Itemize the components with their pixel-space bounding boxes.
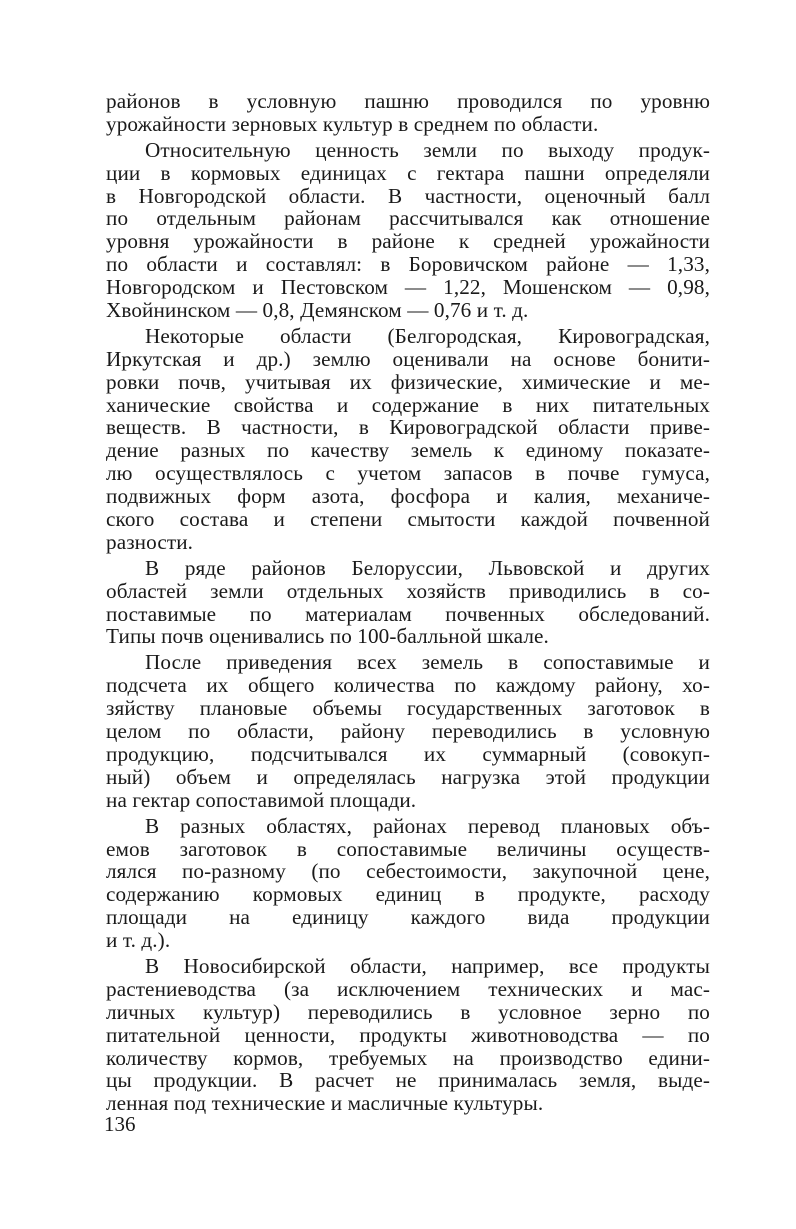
text-line: областей земли отдельных хозяйств приводились в со- (106, 578, 710, 603)
paragraph-6 (106, 815, 710, 952)
paragraph-2 (106, 139, 710, 322)
text-line: уровня урожайности в районе к средней урожайности (106, 229, 710, 254)
text-line: поставимые по материалам почвенных обследований. (106, 601, 710, 626)
text-line: лялся по-разному (по себестоимости, закупочной цене, (106, 859, 710, 884)
text-line: зяйству плановые объемы государственных заготовок в (106, 696, 710, 721)
text-line: районов в условную пашню проводился по уровню (106, 89, 710, 113)
text-line: подсчета их общего количества по каждому району, хо- (106, 673, 710, 698)
text-line: питательной ценности, продукты животноводства — по (106, 1022, 710, 1047)
text-line: лю осуществлялось с учетом запасов в почве гумуса, (106, 461, 710, 486)
paragraph-3 (106, 325, 710, 554)
paragraph-5 (106, 651, 710, 811)
text-line: ского состава и степени смытости каждой почвенной (106, 507, 710, 532)
text-line: целом по области, району переводились в условную (106, 719, 710, 744)
text-line: ный) объем и определялась нагрузка этой продукции (106, 764, 710, 789)
paragraph-4 (106, 557, 710, 649)
text-line: урожайности зерновых культур в среднем по области. (106, 111, 599, 136)
text-line: ленная под технические и масличные культуры. (106, 1091, 544, 1116)
text-line: ции в кормовых единицах с гектара пашни определяли (106, 160, 710, 185)
text-line: Иркутская и др.) землю оценивали на основе бонити- (106, 346, 710, 371)
text-line: После приведения всех земель в сопоставимые и (145, 650, 710, 675)
text-line: содержанию кормовых единиц в продукте, расходу (106, 882, 710, 907)
text-line: Хвойнинском — 0,8, Демянском — 0,76 и т. д. (106, 298, 529, 323)
paragraph-1 (106, 90, 710, 136)
paragraph-7 (106, 955, 710, 1115)
text-line: Некоторые области (Белгородская, Кировоградская, (145, 323, 710, 348)
text-line: в Новгородской области. В частности, оценочный балл (106, 183, 710, 208)
text-line: В разных областях, районах перевод плановых объ- (145, 813, 710, 838)
page-body (106, 90, 710, 1115)
text-line: растениеводства (за исключением технических и мас- (106, 976, 710, 1001)
text-line: по области и составлял: в Боровичском районе — 1,33, (106, 252, 710, 277)
text-line: и т. д.). (106, 928, 171, 953)
text-line: разности. (106, 529, 194, 554)
text-line: цы продукции. В расчет не принималась земля, выде- (106, 1068, 710, 1093)
text-line: ровки почв, учитывая их физические, химические и ме- (106, 369, 710, 394)
text-line: личных культур) переводились в условное зерно по (106, 999, 710, 1024)
text-line: по отдельным районам рассчитывался как отношение (106, 206, 710, 231)
text-line: В ряде районов Белоруссии, Львовской и других (145, 555, 710, 580)
text-line: емов заготовок в сопоставимые величины осуществ- (106, 836, 710, 861)
text-line: Новгородском и Пестовском — 1,22, Мошенском — 0,98, (106, 275, 710, 300)
text-line: продукцию, подсчитывался их суммарный (совокуп- (106, 741, 710, 766)
text-line: количеству кормов, требуемых на производство едини- (106, 1045, 710, 1070)
text-line: площади на единицу каждого вида продукции (106, 905, 710, 930)
text-line: веществ. В частности, в Кировоградской области приве- (106, 415, 710, 440)
text-line: на гектар сопоставимой площади. (106, 787, 417, 812)
page-number: 136 (104, 1112, 136, 1136)
text-line: дение разных по качеству земель к единому показате- (106, 438, 710, 463)
text-line: подвижных форм азота, фосфора и калия, механиче- (106, 484, 710, 509)
text-line: Типы почв оценивались по 100-балльной шкале. (106, 624, 549, 649)
text-line: ханические свойства и содержание в них питательных (106, 392, 710, 417)
text-line: В Новосибирской области, например, все продукты (145, 953, 710, 978)
text-line: Относительную ценность земли по выходу продук- (145, 137, 710, 162)
